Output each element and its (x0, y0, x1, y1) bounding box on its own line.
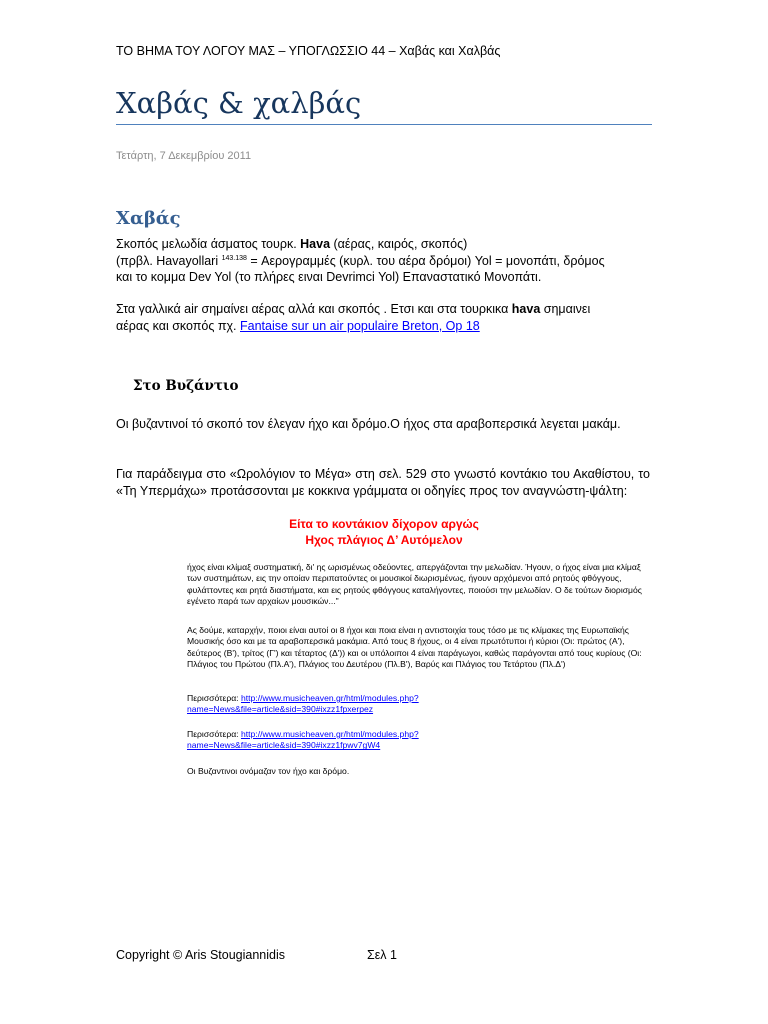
quote-closing-line: Οι Βυζαντινοι ονόμαζαν τον ήχο και δρόμο. (187, 766, 350, 776)
paragraph-air-meaning (116, 301, 590, 334)
superscript: 143.138 (221, 254, 247, 262)
text-line (116, 253, 605, 270)
bold-term: Hava (300, 237, 331, 251)
section-heading-byzantium: Στο Βυζάντιο (133, 378, 239, 394)
footer-copyright: Copyright © Aris Stougiannidis (116, 948, 286, 962)
musicheaven-link-2[interactable]: http://www.musicheaven.gr/html/modules.php? (240, 729, 419, 739)
more-link-block-2 (187, 729, 652, 752)
text-line (116, 301, 590, 318)
text-line: και το κομμα Dev Yol (το πλήρες ειναι Devrimci Yol) Επαναστατικό Μονοπάτι. (116, 270, 542, 284)
red-instruction-line-1: Είτα το κοντάκιον δίχορον αργώς (289, 517, 479, 531)
text-span: σημαινει (540, 302, 591, 316)
text-span: = Αερογραμμές (κυρλ. του αέρα δρόμοι) Yol = μονοπάτι, δρόμος (246, 253, 605, 268)
text-span: αέρας και σκοπός πχ. (116, 318, 240, 333)
text-line (187, 740, 652, 751)
text-span: (αέρας, καιρός, σκοπός) (330, 237, 468, 251)
page-title: Χαβάς & χαλβάς (116, 86, 652, 125)
more-link-block-1 (187, 693, 652, 716)
musicheaven-link-1-cont[interactable]: name=News&file=article&sid=390#ixzz1fpxerpez (187, 704, 374, 715)
quote-paragraph-2: Ας δούμε, καταρχήν, ποιοι είναι αυτοί οι 8 ήχοι και ποια είναι η αντιστοιχία τους τόσο με τις κλίμακες της Ευρωπαϊκής Μουσικής όσο και με τα αραβοπερσικά μακάμια. Από τους 8 ήχους, οι 4 είναι πρωτότυποι ή κύριοι (Οι: πρώτος (Α'), δεύτερος (Β'), τρίτος (Γ') και τέταρτος (Δ')) και οι υπόλοιποι 4 είναι παράγωγοι, καθώς παράγονται από τους κυρίους (Οι: Πλάγιος του Πρώτου (Πλ.Α'), Πλάγιος του Δευτέρου (Πλ.Β'), Βαρύς και Πλάγιος του Τετάρτου (Πλ.Δ') (187, 625, 642, 669)
post-date: Τετάρτη, 7 Δεκεμβρίου 2011 (116, 150, 252, 162)
paragraph-example: Για παράδειγμα στο «Ωρολόγιον το Μέγα» στη σελ. 529 στο γνωστό κοντάκιο του Ακαθίστου, το «Τη Υπερμάχω» προτάσσονται με κοκκινα γράμματα οι οδηγίες προς τον αναγνώστη-ψάλτη: (116, 467, 650, 498)
more-label: Περισσότερα: (187, 693, 241, 703)
musicheaven-link-2-cont[interactable]: name=News&file=article&sid=390#ixzz1fpwv7gW4 (187, 740, 381, 751)
bold-term: hava (511, 302, 541, 316)
text-line (116, 318, 590, 335)
text-line (187, 704, 652, 715)
page-header: ΤΟ ΒΗΜΑ ΤΟΥ ΛΟΓΟΥ ΜΑΣ – ΥΠΟΓΛΩΣΣΙΟ 44 – Χαβάς και Χαλβάς (116, 44, 501, 58)
musicheaven-link-1[interactable]: http://www.musicheaven.gr/html/modules.php? (240, 693, 419, 703)
section-heading-havas: Χαβάς (116, 208, 181, 229)
text-span: Στα γαλλικά air σημαίνει αέρας αλλά και σκοπός . Ετσι και στα τουρκικα (116, 302, 512, 316)
text-line (187, 693, 652, 704)
paragraph-byzantine-echos: Οι βυζαντινοί τό σκοπό τον έλεγαν ήχο και δρόμο.Ο ήχος στα αραβοπερσικά λεγεται μακάμ. (116, 417, 621, 431)
red-instruction-line-2: Ηχος πλάγιος Δ’ Αυτόμελον (305, 533, 463, 547)
paragraph-havas-definition (116, 236, 605, 286)
more-label: Περισσότερα: (187, 729, 241, 739)
quote-paragraph-1: ήχος είναι κλίμαξ συστηματική, δι' ης ωρισμένως οδεύοντες, απεργάζονται την μελωδίαν. Ήγουν, ο ήχος είναι μια κλίμαξ των συστημάτων, εις την οποίαν περιπατούντες οι μουσικοί διωρισμένως, ήγουν αρχόμενοι από ρητούς φθόγγους, φυλάττοντες και ρητά διαστήματα, και εις ρητούς φθόγγους καταλήγοντες, ποιούσι την μελωδίαν. Ο δε τούτων διορισμός εγένετο παρά των αρχαίων μουσικών..." (187, 562, 642, 606)
fantaise-link[interactable]: Fantaise sur un air populaire Breton, Op 18 (240, 318, 480, 333)
footer-page-number: Σελ 1 (367, 948, 397, 962)
text-span: Σκοπός μελωδία άσματος τουρκ. (116, 237, 301, 251)
text-line (116, 236, 605, 253)
text-span: (πρβλ. Havayollari (116, 253, 222, 268)
text-line (187, 729, 652, 740)
